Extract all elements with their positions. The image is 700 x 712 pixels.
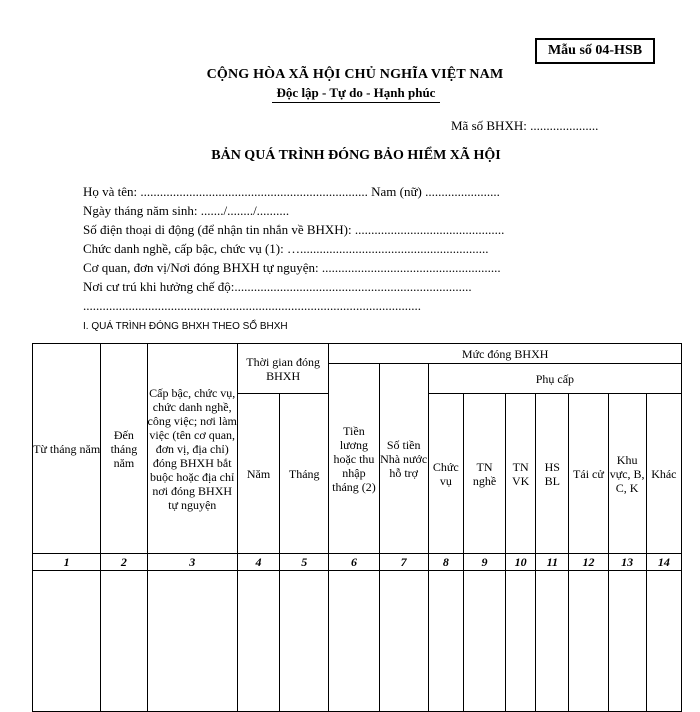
motto-underline xyxy=(272,102,440,103)
data-cell[interactable] xyxy=(536,571,569,712)
data-cell[interactable] xyxy=(569,571,608,712)
country-name: CỘNG HÒA XÃ HỘI CHỦ NGHĨA VIỆT NAM xyxy=(206,67,504,82)
bhxh-number-field: Mã số BHXH: ..................... xyxy=(451,118,599,133)
data-cell[interactable] xyxy=(147,571,237,712)
header-year: Năm xyxy=(237,394,279,554)
field-job-title: Chức danh nghề, cấp bậc, chức vụ (1): ….......................................................... xyxy=(83,241,489,256)
header-contribution-period: Thời gian đóng BHXH xyxy=(237,344,328,394)
contribution-table xyxy=(32,343,682,712)
field-employer: Cơ quan, đơn vị/Nơi đóng BHXH tự nguyện: ....................................................... xyxy=(83,260,501,275)
column-number: 13 xyxy=(608,554,646,571)
column-number: 3 xyxy=(147,554,237,571)
column-number: 8 xyxy=(428,554,463,571)
header-state-support: Số tiền Nhà nước hỗ trợ xyxy=(379,364,428,554)
data-cell[interactable] xyxy=(379,571,428,712)
field-birth-date: Ngày tháng năm sinh: ......./......../.......... xyxy=(83,203,290,218)
data-cell[interactable] xyxy=(101,571,147,712)
field-full-name: Họ và tên: ...................................................................... Nam (nữ) ....................... xyxy=(83,184,500,199)
header-salary: Tiền lương hoặc thu nhập tháng (2) xyxy=(329,364,379,554)
header-month: Tháng xyxy=(280,394,329,554)
data-cell[interactable] xyxy=(237,571,279,712)
data-cell[interactable] xyxy=(33,571,101,712)
field-residence-cont: ........................................................................................................ xyxy=(83,298,421,313)
column-number: 5 xyxy=(280,554,329,571)
header-khu-vuc: Khu vực, B, C, K xyxy=(608,394,646,554)
header-position-workplace: Cấp bậc, chức vụ, chức danh nghề, công việc; nơi làm việc (tên cơ quan, đơn vị, địa chỉ) đóng BHXH bắt buộc hoặc địa chỉ nơi đóng BHXH tự nguyện xyxy=(147,344,237,554)
data-cell[interactable] xyxy=(428,571,463,712)
data-cell[interactable] xyxy=(608,571,646,712)
column-number: 10 xyxy=(506,554,536,571)
field-phone: Số điện thoại di động (để nhận tin nhắn về BHXH): .............................................. xyxy=(83,222,505,237)
column-number: 7 xyxy=(379,554,428,571)
header-position-allowance: Chức vụ xyxy=(428,394,463,554)
header-hs-bl: HS BL xyxy=(536,394,569,554)
section-title: I. QUÁ TRÌNH ĐÓNG BHXH THEO SỔ BHXH xyxy=(83,321,288,332)
header-tai-cu: Tái cử xyxy=(569,394,608,554)
header-khac: Khác xyxy=(646,394,681,554)
data-cell[interactable] xyxy=(329,571,379,712)
data-cell[interactable] xyxy=(506,571,536,712)
column-number: 12 xyxy=(569,554,608,571)
data-cell[interactable] xyxy=(280,571,329,712)
data-cell[interactable] xyxy=(646,571,681,712)
column-number: 6 xyxy=(329,554,379,571)
header-allowance: Phụ cấp xyxy=(428,364,681,394)
national-motto: Độc lập - Tự do - Hạnh phúc xyxy=(276,85,436,100)
field-residence: Nơi cư trú khi hưởng chế độ:......................................................................... xyxy=(83,279,472,294)
header-from-month: Từ tháng năm xyxy=(33,344,101,554)
form-code-box: Mẫu số 04-HSB xyxy=(535,38,655,64)
header-to-month: Đến tháng năm xyxy=(101,344,147,554)
data-cell[interactable] xyxy=(463,571,505,712)
column-number: 4 xyxy=(237,554,279,571)
column-number: 1 xyxy=(33,554,101,571)
header-tn-nghe: TN nghề xyxy=(463,394,505,554)
header-contribution-rate: Mức đóng BHXH xyxy=(329,344,682,364)
document-title: BẢN QUÁ TRÌNH ĐÓNG BẢO HIỂM XÃ HỘI xyxy=(211,148,501,163)
header-tn-vk: TN VK xyxy=(506,394,536,554)
column-number: 14 xyxy=(646,554,681,571)
column-number: 11 xyxy=(536,554,569,571)
column-number: 9 xyxy=(463,554,505,571)
column-number: 2 xyxy=(101,554,147,571)
